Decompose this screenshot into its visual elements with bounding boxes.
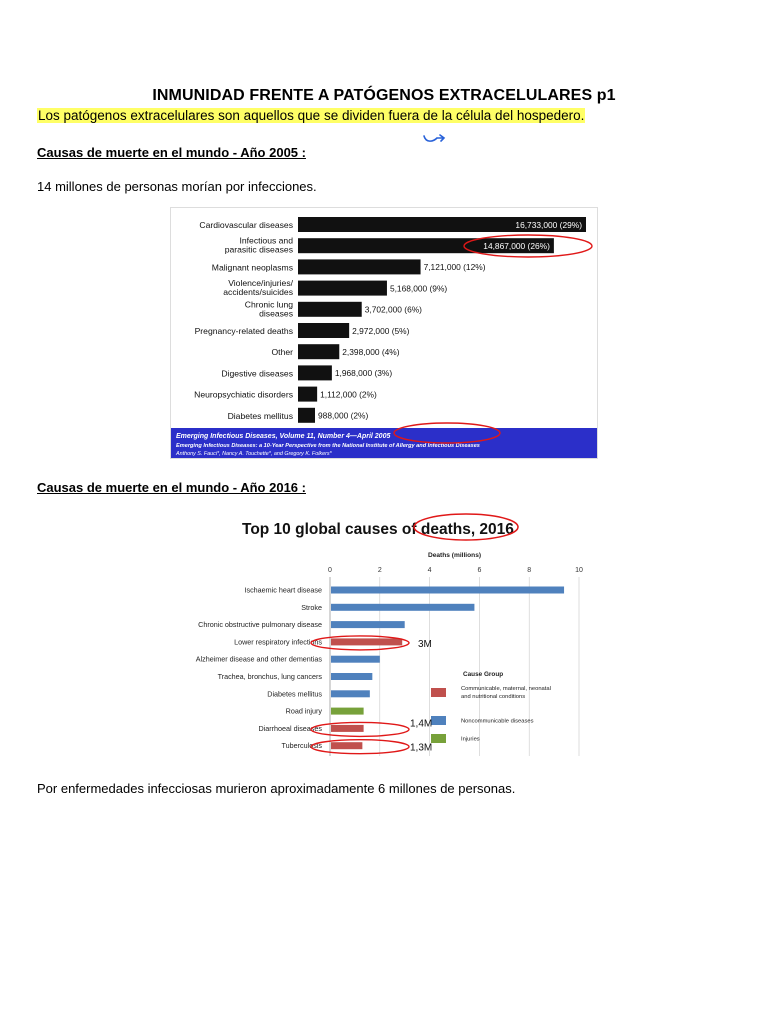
chart-2005-figure [170, 207, 598, 459]
data-label-neuropsychiatic-disorders: 1,112,000 (2%) [320, 389, 377, 400]
bar-stroke [331, 604, 474, 611]
chart-2016-title: Top 10 global causes of deaths, 2016 [242, 521, 514, 538]
bar-other [298, 344, 339, 359]
category-label-infectious-and-parasitic-diseases: Infectious and parasitic diseases [224, 235, 293, 255]
legend-swatch-injuries [431, 734, 446, 743]
data-label-digestive-diseases: 1,968,000 (3%) [334, 368, 393, 379]
category-label-pregnancy-related-deaths: Pregnancy-related deaths [194, 326, 293, 336]
category-label-digestive-diseases: Digestive diseases [221, 368, 293, 379]
legend-label-communicable: Communicable, maternal, neonatal and nutritional conditions [461, 686, 551, 700]
category-label-diarrhoeal-diseases: Diarrhoeal diseases [258, 723, 322, 733]
x-tick-label-8: 8 [527, 567, 532, 574]
highlighted-definition: Los patógenos extracelulares son aquellos que se dividen fuera de la célula del hospedero. [38, 108, 585, 123]
legend-swatch-noncommunicable [431, 716, 446, 725]
bar-tuberculosis [331, 742, 362, 749]
category-label-diabetes-mellitus: Diabetes mellitus [227, 410, 293, 421]
bar-chronic-lung-diseases [298, 302, 362, 317]
x-tick-label-0: 0 [328, 567, 332, 574]
category-label-chronic-obstructive-pulmonary-disease: Chronic obstructive pulmonary disease [198, 620, 322, 630]
category-label-alzheimer-disease-and-other-dementias: Alzheimer disease and other dementias [195, 654, 322, 664]
bar-digestive-diseases [298, 365, 332, 380]
category-label-other: Other [271, 347, 293, 358]
category-label-chronic-lung-diseases: Chronic lung diseases [244, 299, 293, 319]
category-label-road-injury: Road injury [285, 706, 322, 716]
category-label-cardiovascular-diseases: Cardiovascular diseases [199, 220, 293, 230]
bar-alzheimer-disease-and-other-dementias [331, 656, 380, 663]
bar-malignant-neoplasms [298, 259, 421, 274]
data-label-pregnancy-related-deaths: 2,972,000 (5%) [352, 325, 410, 336]
bar-road-injury [331, 708, 364, 715]
chart-2016 [160, 510, 592, 765]
bar-violence-injuries-accidents-suicides [298, 281, 387, 296]
legend-title: Cause Group [463, 671, 504, 678]
footer-authors: Anthony S. Fauci*, Nancy A. Touchette*, and Gregory K. Folkers* [176, 451, 332, 457]
category-label-stroke: Stroke [301, 602, 322, 612]
bar-diarrhoeal-diseases [331, 725, 364, 732]
x-tick-label-10: 10 [575, 567, 583, 574]
heading-2016: Causas de muerte en el mundo - Año 2016 : [37, 480, 306, 495]
bar-pregnancy-related-deaths [298, 323, 349, 338]
legend-label-injuries: Injuries [461, 736, 480, 743]
bar-trachea-bronchus-lung-cancers [331, 673, 372, 680]
data-label-cardiovascular-diseases: 16,733,000 (29%) [515, 219, 582, 230]
bar-diabetes-mellitus [298, 408, 315, 423]
category-label-tuberculosis: Tuberculosis [281, 741, 322, 751]
category-label-lower-respiratory-infections: Lower respiratory infections [234, 637, 322, 647]
heading-2005: Causas de muerte en el mundo - Año 2005 : [37, 145, 306, 160]
x-tick-label-4: 4 [427, 567, 432, 574]
data-label-malignant-neoplasms: 7,121,000 (12%) [423, 262, 486, 273]
category-label-malignant-neoplasms: Malignant neoplasms [211, 262, 293, 273]
bar-lower-respiratory-infections [331, 638, 402, 645]
footer-journal: Emerging Infectious Diseases, Volume 11, Number 4—April 2005 [176, 433, 391, 440]
data-label-other: 2,398,000 (4%) [342, 347, 400, 357]
data-label-chronic-lung-diseases: 3,702,000 (6%) [364, 304, 422, 315]
category-label-ischaemic-heart-disease: Ischaemic heart disease [244, 585, 322, 595]
bar-chronic-obstructive-pulmonary-disease [331, 621, 405, 628]
annotation-text-lower-respiratory-infections: 3M [418, 638, 432, 650]
handwritten-arrow-icon [421, 130, 451, 146]
legend-label-noncommunicable: Noncommunicable diseases [461, 718, 534, 725]
bar-neuropsychiatic-disorders [298, 387, 317, 402]
annotation-text-tuberculosis: 1,3M [410, 742, 433, 754]
bar-diabetes-mellitus [331, 690, 370, 697]
category-label-trachea-bronchus-lung-cancers: Trachea, bronchus, lung cancers [217, 672, 322, 681]
category-label-neuropsychiatic-disorders: Neuropsychiatic disorders [194, 389, 293, 400]
legend-swatch-communicable [431, 688, 446, 697]
bar-ischaemic-heart-disease [331, 587, 564, 594]
x-tick-label-6: 6 [477, 567, 482, 574]
paragraph-2016: Por enfermedades infecciosas murieron aproximadamente 6 millones de personas. [37, 781, 516, 796]
category-label-violence-injuries-accidents-suicides: Violence/injuries/ accidents/suicides [223, 278, 293, 298]
data-label-diabetes-mellitus: 988,000 (2%) [318, 410, 369, 421]
paragraph-2005: 14 millones de personas morían por infecciones. [37, 179, 317, 194]
category-label-diabetes-mellitus: Diabetes mellitus [267, 689, 322, 699]
document-title: INMUNIDAD FRENTE A PATÓGENOS EXTRACELULARES p1 [152, 87, 616, 104]
x-axis-label: Deaths (millions) [427, 552, 482, 559]
chart-2005 [171, 208, 598, 459]
chart-2016-figure [160, 510, 592, 765]
annotation-text-diarrhoeal-diseases: 1,4M [410, 718, 433, 730]
x-tick-label-2: 2 [377, 567, 382, 574]
footer-article: Emerging Infectious Diseases: a 10-Year Perspective from the National Institute of Allergy and Infectious Diseases [176, 443, 480, 449]
data-label-infectious-and-parasitic-diseases: 14,867,000 (26%) [483, 241, 550, 251]
data-label-violence-injuries-accidents-suicides: 5,168,000 (9%) [389, 283, 448, 294]
